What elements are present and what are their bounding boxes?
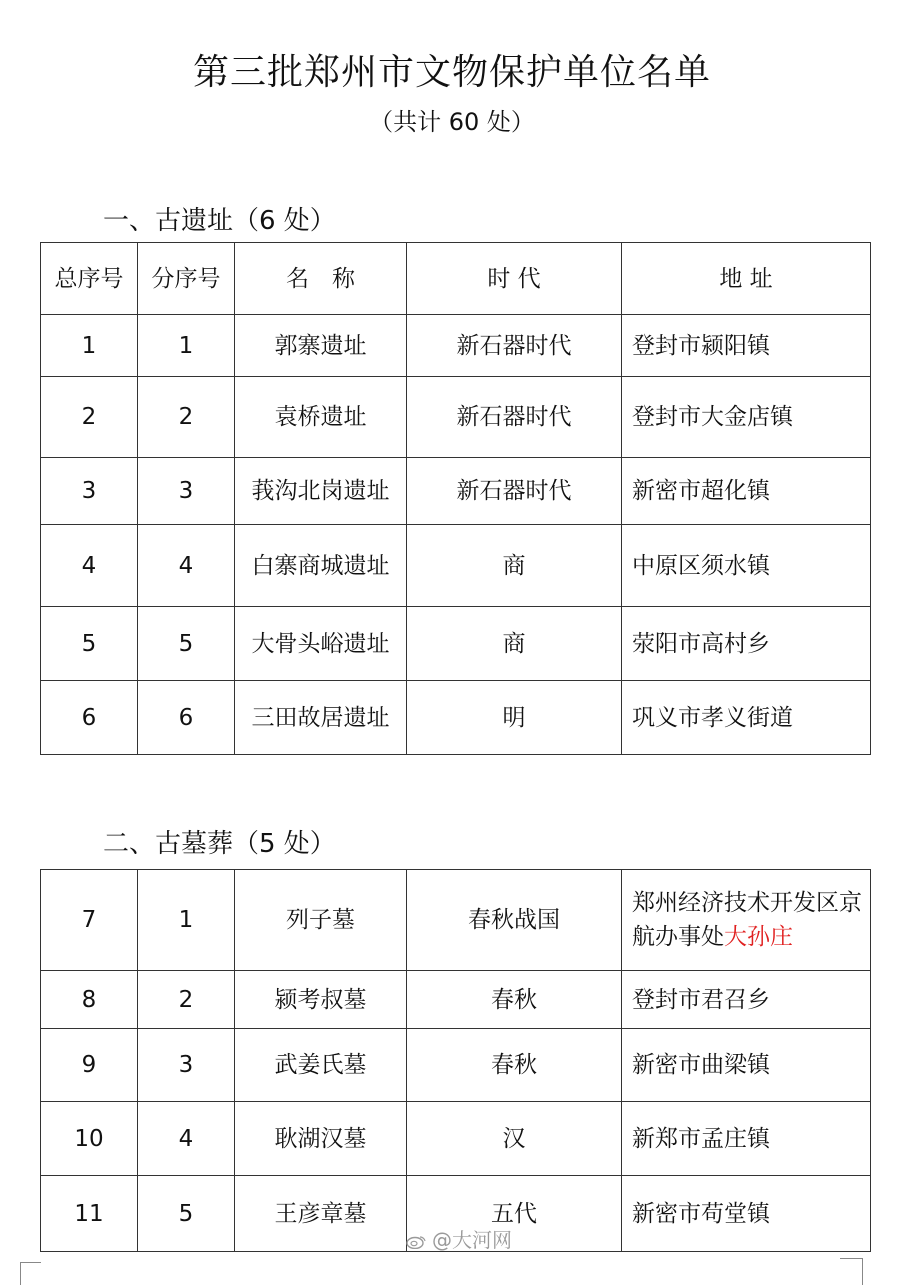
header-sub-no: 分序号 <box>138 243 235 315</box>
site-name: 王彦章墓 <box>235 1176 407 1252</box>
total-no: 8 <box>41 971 138 1029</box>
table-row <box>41 1102 871 1176</box>
sub-no: 5 <box>138 607 235 681</box>
sub-no: 4 <box>138 1102 235 1176</box>
address-text: 郑州经济技术开发区京航办事处 <box>632 890 862 950</box>
site-name: 三田故居遗址 <box>235 681 407 755</box>
table-row <box>41 681 871 755</box>
sites-table <box>40 242 871 755</box>
site-name: 郭寨遗址 <box>235 315 407 377</box>
era: 汉 <box>407 1102 622 1176</box>
total-no: 2 <box>41 377 138 458</box>
address-highlight: 大孙庄 <box>724 924 793 950</box>
sub-no: 1 <box>138 870 235 971</box>
total-no: 10 <box>41 1102 138 1176</box>
table-row <box>41 377 871 458</box>
header-total-no: 总序号 <box>41 243 138 315</box>
address: 巩义市孝义街道 <box>622 681 871 755</box>
document-subtitle: （共计 60 处） <box>369 108 535 136</box>
sub-no: 2 <box>138 971 235 1029</box>
section-heading-sites: 一、古遗址（6 处） <box>103 206 336 236</box>
site-name: 武姜氏墓 <box>235 1029 407 1102</box>
era: 春秋 <box>407 1029 622 1102</box>
era: 商 <box>407 525 622 607</box>
site-name: 莪沟北岗遗址 <box>235 458 407 525</box>
section-heading-tombs: 二、古墓葬（5 处） <box>103 829 336 859</box>
site-name: 颍考叔墓 <box>235 971 407 1029</box>
site-name: 耿湖汉墓 <box>235 1102 407 1176</box>
sub-no: 6 <box>138 681 235 755</box>
page-corner-mark-left <box>20 1262 41 1285</box>
site-name: 袁桥遗址 <box>235 377 407 458</box>
sub-no: 4 <box>138 525 235 607</box>
era: 新石器时代 <box>407 315 622 377</box>
total-no: 3 <box>41 458 138 525</box>
table-row <box>41 1029 871 1102</box>
table-row <box>41 315 871 377</box>
total-no: 1 <box>41 315 138 377</box>
tombs-table <box>40 869 871 1252</box>
table-header-row <box>41 243 871 315</box>
address: 登封市大金店镇 <box>622 377 871 458</box>
header-era: 时 代 <box>407 243 622 315</box>
address: 登封市君召乡 <box>622 971 871 1029</box>
table-row <box>41 458 871 525</box>
header-name: 名 称 <box>235 243 407 315</box>
site-name: 白寨商城遗址 <box>235 525 407 607</box>
table-row <box>41 607 871 681</box>
total-no: 9 <box>41 1029 138 1102</box>
era: 明 <box>407 681 622 755</box>
address: 新密市苟堂镇 <box>622 1176 871 1252</box>
era: 五代 <box>407 1176 622 1252</box>
header-address: 地 址 <box>622 243 871 315</box>
address: 荥阳市高村乡 <box>622 607 871 681</box>
sub-no: 3 <box>138 458 235 525</box>
era: 春秋战国 <box>407 870 622 971</box>
table-row <box>41 870 871 971</box>
address: 新密市超化镇 <box>622 458 871 525</box>
watermark <box>406 1224 512 1253</box>
total-no: 5 <box>41 607 138 681</box>
weibo-icon <box>406 1235 426 1249</box>
era: 新石器时代 <box>407 458 622 525</box>
era: 新石器时代 <box>407 377 622 458</box>
sub-no: 2 <box>138 377 235 458</box>
address: 新密市曲梁镇 <box>622 1029 871 1102</box>
sub-no: 5 <box>138 1176 235 1252</box>
table-row <box>41 971 871 1029</box>
document-title: 第三批郑州市文物保护单位名单 <box>192 52 711 93</box>
era: 春秋 <box>407 971 622 1029</box>
site-name: 列子墓 <box>235 870 407 971</box>
total-no: 4 <box>41 525 138 607</box>
total-no: 6 <box>41 681 138 755</box>
total-no: 11 <box>41 1176 138 1252</box>
address: 新郑市孟庄镇 <box>622 1102 871 1176</box>
sub-no: 1 <box>138 315 235 377</box>
sub-no: 3 <box>138 1029 235 1102</box>
address: 中原区须水镇 <box>622 525 871 607</box>
table-row <box>41 525 871 607</box>
address <box>622 870 871 971</box>
watermark-text: @大河网 <box>432 1228 512 1252</box>
address: 登封市颍阳镇 <box>622 315 871 377</box>
total-no: 7 <box>41 870 138 971</box>
page-corner-mark-right <box>840 1258 863 1285</box>
site-name: 大骨头峪遗址 <box>235 607 407 681</box>
era: 商 <box>407 607 622 681</box>
